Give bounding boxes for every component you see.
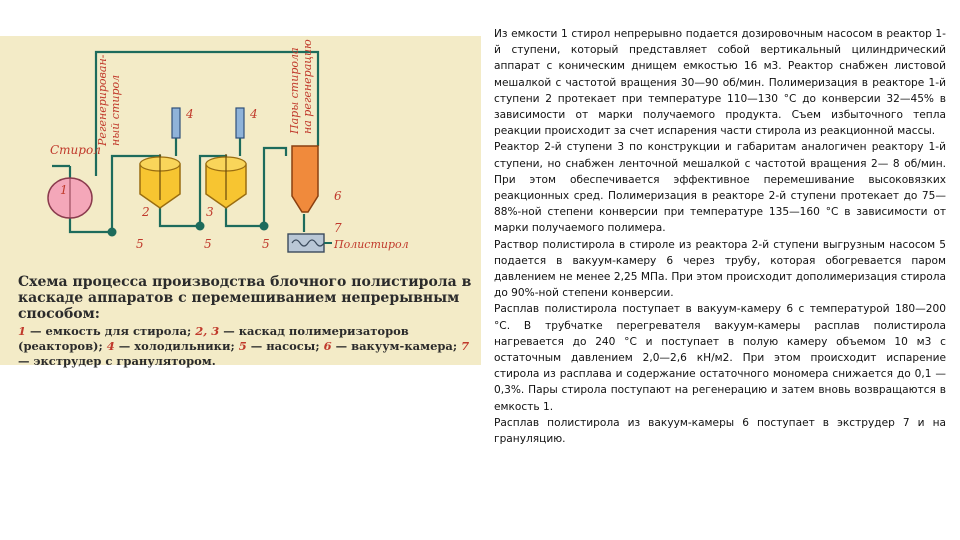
legend-number: 4 [106,339,115,353]
label-4a: 4 [186,107,194,121]
legend-text: — вакуум-камера; [331,339,462,353]
extruder-icon [288,234,332,252]
diagram-caption [18,274,473,369]
legend-number: 6 [323,339,332,353]
pump-icon [108,228,117,237]
pumps [108,222,269,237]
label-5c: 5 [262,237,270,251]
label-6: 6 [334,189,342,203]
label-styrene-in: Стирол [50,143,101,157]
cooler-icon [172,108,180,138]
label-5b: 5 [204,237,212,251]
caption-legend [18,324,473,369]
regeneration-line [96,52,318,176]
legend-text: — экструдер с гранулятором. [18,354,216,368]
label-regenerated-line1: Регенерирован- [96,54,109,146]
styrene-tank-icon [48,178,92,218]
label-5a: 5 [136,237,144,251]
paragraph: Реактор 2-й ступени 3 по конструкции и габаритам аналогичен реактору 1-й ступени, но снабжен ленточной мешалкой с частотой вращения 2— 8 об/мин. При этом обеспечивается эффективное перемешивание высоковязких реакционных сред. Полимеризация в реакторе 2-й ступени протекает до 75— 88%-ной степени конверсии при температуре 135—160 °С в зависимости от марки получаемого полимера. [494,141,946,235]
label-polystyrene-out: Полистирол [334,238,409,251]
paragraph: Из емкости 1 стирол непрерывно подается дозировочным насосом в реактор 1-й ступени, который представляет собой вертикальный цилиндрический аппарат с коническим днищем емкостью 16 м3. Реактор снабжен листовой мешалкой с частотой вращения 30—90 об/мин. Полимеризация в реакторе 1-й ступени 2 протекает при температуре 110—130 °С до конверсии 32—45% в зависимости от марки получаемого продукта. Съем избыточного тепла реакции происходит за счет испарения части стирола из реакционной массы. [494,28,946,138]
legend-text: — каскад полимеризаторов (реакторов); [18,324,409,353]
label-4b: 4 [250,107,258,121]
label-vapors-line1: Пары стирола [288,47,301,134]
paragraph: Раствор полистирола в стироле из реактора 2-й ступени выгрузным насосом 5 подается в вакуум-камеру 6 через трубу, которая обогревается паром давлением не менее 2,25 МПа. При этом происходит дополимеризация стирола до 90%-ной степени конверсии. [494,238,946,300]
pump-icon [260,222,269,231]
label-2: 2 [142,205,150,219]
legend-text: — насосы; [246,339,324,353]
reactor-2-icon [140,154,180,208]
pump-icon [196,222,205,231]
label-styrene-vapors [288,39,314,135]
label-regenerated-line2: ный стирол [109,74,122,146]
paragraph: Расплав полистирола поступает в вакуум-камеру 6 с температурой 180—200 °С. В трубчатке перегревателя вакуум-камеры расплав полистирола нагревается до 240 °С и поступает в полую камеру объемом 10 м3 с остаточным давлением 2,0—2,6 кН/м2. При этом происходит испарение стирола из расплава и содержание остаточного мономера снижается до 0,1 —0,3%. Пары стирола поступают на регенерацию и затем вновь возвращаются в емкость 1. [494,303,946,413]
legend-number: 7 [461,339,470,353]
cooler-icon [236,108,244,138]
label-vapors-line2: на регенерацию [301,39,314,134]
label-1: 1 [60,183,68,197]
reactor-3-icon [206,154,246,208]
process-diagram [0,36,481,368]
vacuum-chamber-icon [292,146,318,212]
caption-title: Схема процесса производства блочного полистирола в каскаде аппаратов с перемешиванием непрерывным способом: [18,274,472,322]
legend-number: 2, 3 [195,324,220,338]
legend-number: 5 [238,339,247,353]
label-regenerated-styrene [96,54,122,147]
legend-text: — емкость для стирола; [26,324,196,338]
paragraph: Расплав полистирола из вакуум-камеры 6 поступает в экструдер 7 и на грануляцию. [494,416,946,446]
label-7: 7 [334,221,342,235]
label-3: 3 [206,205,214,219]
legend-text: — холодильники; [114,339,239,353]
legend-number: 1 [18,324,27,338]
description-text [494,26,946,447]
